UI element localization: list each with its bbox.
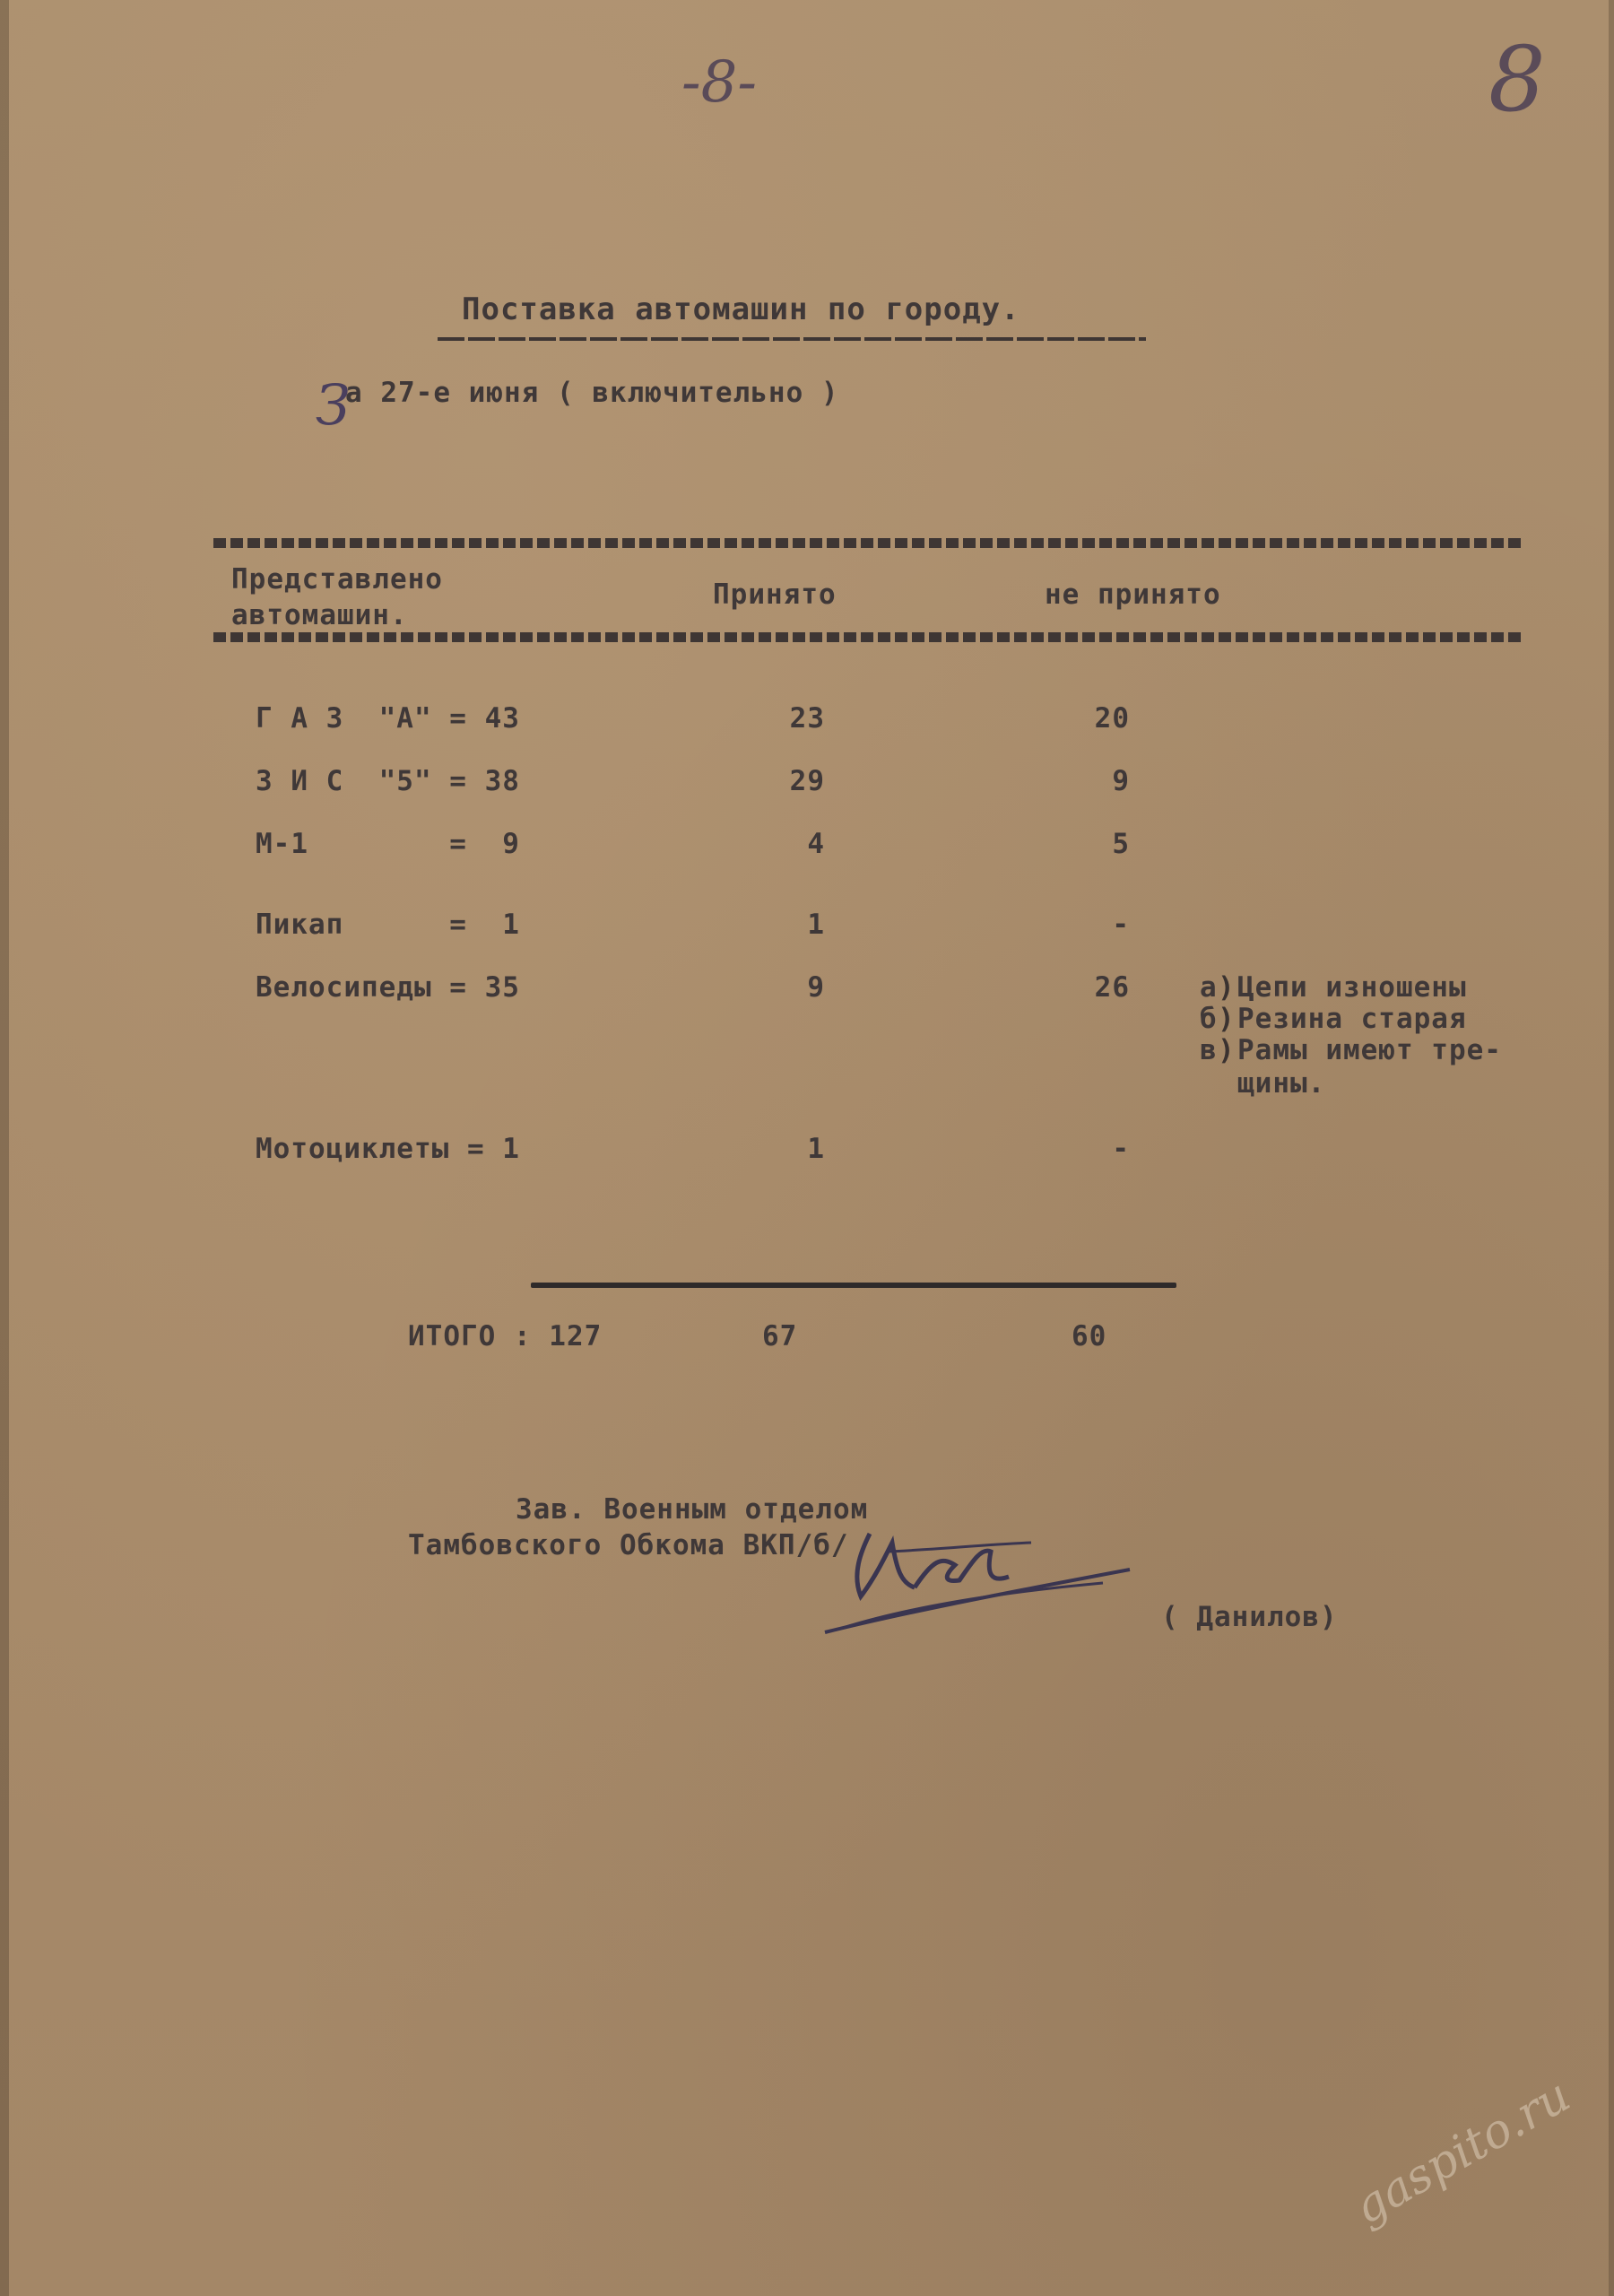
row-accepted: 1 [807, 1133, 825, 1165]
note-bracket: ) [1218, 1003, 1235, 1035]
note-letter: а [1200, 971, 1218, 1004]
note-text: Резина старая [1237, 1003, 1467, 1035]
date-line: а 27-е июня ( включительно ) [345, 377, 839, 409]
total-accepted: 67 [762, 1320, 798, 1352]
note-letter: в [1200, 1034, 1218, 1066]
row-rejected: 5 [1112, 828, 1130, 860]
row-name: Мотоциклеты = 1 [256, 1133, 520, 1165]
note-text: Рамы имеют тре- [1237, 1034, 1502, 1066]
total-label: ИТОГО : 127 [408, 1320, 603, 1352]
page-number-top-center: -8- [681, 49, 757, 116]
row-accepted: 29 [789, 765, 825, 797]
row-name: Велосипеды = 35 [256, 971, 520, 1004]
header-submitted-line1: Представлено [231, 563, 443, 596]
row-rejected: - [1112, 1133, 1130, 1165]
header-rejected: не принято [1045, 578, 1221, 611]
row-accepted: 1 [807, 909, 825, 941]
note-text: щины. [1237, 1067, 1326, 1100]
note-bracket: ) [1218, 1034, 1235, 1066]
handwritten-signature [807, 1498, 1148, 1650]
page-number-top-right: 8 [1488, 27, 1546, 132]
signature-title-line2: Тамбовского Обкома ВКП/б/ [408, 1529, 849, 1561]
watermark: gaspito.ru [1345, 2068, 1580, 2235]
document-title: Поставка автомашин по городу. [462, 291, 1020, 327]
note-letter: б [1200, 1003, 1218, 1035]
header-submitted-line2: автомашин. [231, 599, 408, 631]
row-name: З И С "5" = 38 [256, 765, 520, 797]
header-accepted: Принято [713, 578, 837, 611]
title-underline [438, 337, 1146, 341]
row-accepted: 9 [807, 971, 825, 1004]
row-rejected: - [1112, 909, 1130, 941]
table-top-rule [213, 538, 1523, 546]
note-text: Цепи изношены [1237, 971, 1467, 1004]
table-header-rule [213, 632, 1523, 640]
row-rejected: 26 [1094, 971, 1130, 1004]
signature-title-line1: Зав. Военным отделом [516, 1493, 869, 1526]
total-rejected: 60 [1072, 1320, 1107, 1352]
total-rule [531, 1283, 1176, 1288]
row-name: Пикап = 1 [256, 909, 520, 941]
date-hand-letter: З [316, 372, 351, 438]
signatory-name: ( Данилов) [1161, 1601, 1338, 1633]
row-accepted: 4 [807, 828, 825, 860]
note-bracket: ) [1218, 971, 1235, 1004]
row-rejected: 9 [1112, 765, 1130, 797]
row-name: М-1 = 9 [256, 828, 520, 860]
row-name: Г А З "А" = 43 [256, 702, 520, 735]
row-accepted: 23 [789, 702, 825, 735]
row-rejected: 20 [1094, 702, 1130, 735]
